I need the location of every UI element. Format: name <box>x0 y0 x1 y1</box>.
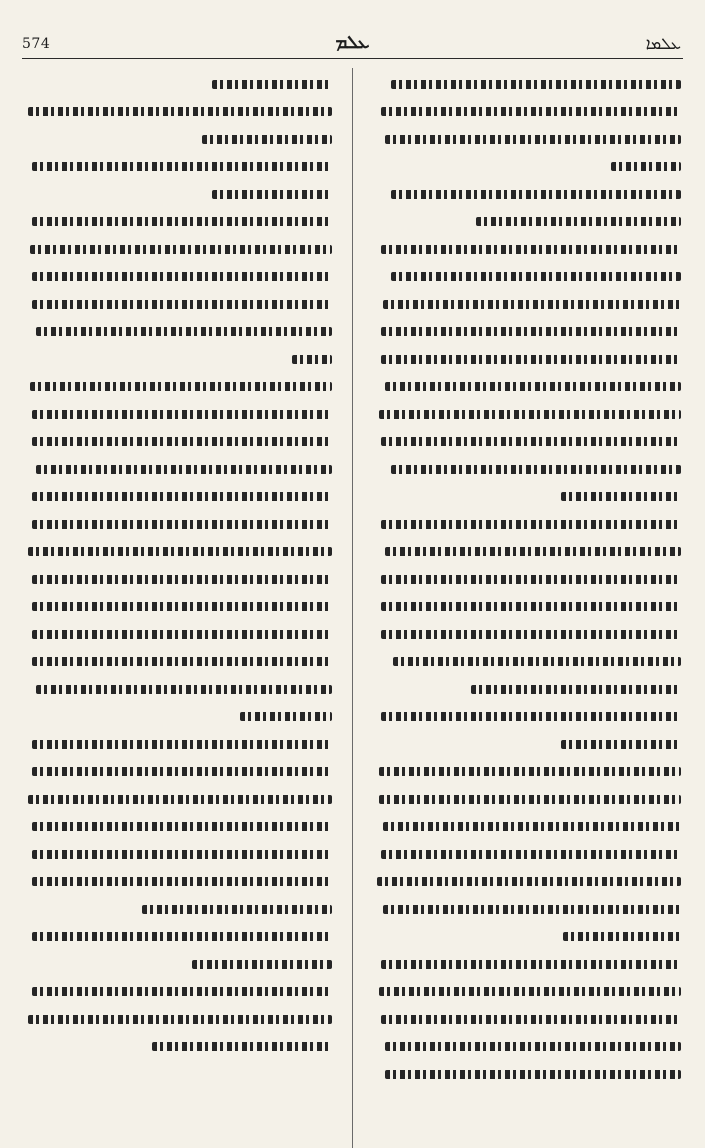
script-glyphs <box>563 932 681 941</box>
text-line <box>22 318 332 346</box>
script-glyphs <box>385 382 681 391</box>
text-line <box>22 538 332 566</box>
script-glyphs <box>381 602 681 611</box>
script-glyphs <box>381 850 681 859</box>
text-line <box>22 758 332 786</box>
text-line <box>22 455 332 483</box>
script-glyphs <box>32 877 332 886</box>
header-rule <box>22 58 683 59</box>
script-glyphs <box>32 300 332 309</box>
text-line <box>371 978 681 1006</box>
script-glyphs <box>142 905 332 914</box>
section-head: ܥܠܡܐ <box>645 34 681 53</box>
script-glyphs <box>212 190 332 199</box>
text-line <box>371 373 681 401</box>
text-line <box>371 565 681 593</box>
text-line <box>371 1005 681 1033</box>
script-glyphs <box>383 822 681 831</box>
text-line <box>22 345 332 373</box>
script-glyphs <box>385 547 681 556</box>
text-line <box>371 840 681 868</box>
script-glyphs <box>391 272 681 281</box>
script-glyphs <box>32 217 332 226</box>
script-glyphs <box>28 547 332 556</box>
text-line <box>371 290 681 318</box>
text-line <box>22 675 332 703</box>
script-glyphs <box>36 327 332 336</box>
script-glyphs <box>32 932 332 941</box>
text-line <box>371 1033 681 1061</box>
script-glyphs <box>377 877 681 886</box>
script-glyphs <box>152 1042 332 1051</box>
script-glyphs <box>383 905 681 914</box>
text-line <box>22 373 332 401</box>
script-glyphs <box>381 355 681 364</box>
script-glyphs <box>32 520 332 529</box>
text-line <box>371 730 681 758</box>
text-line <box>371 895 681 923</box>
script-glyphs <box>381 960 681 969</box>
text-line <box>22 98 332 126</box>
text-line <box>371 428 681 456</box>
text-line <box>22 235 332 263</box>
text-line <box>371 153 681 181</box>
text-line <box>371 318 681 346</box>
text-line <box>371 345 681 373</box>
script-glyphs <box>292 355 332 364</box>
script-glyphs <box>28 107 332 116</box>
script-glyphs <box>476 217 681 226</box>
text-line <box>22 125 332 153</box>
text-line <box>22 208 332 236</box>
script-glyphs <box>32 162 332 171</box>
text-line <box>22 785 332 813</box>
text-line <box>22 868 332 896</box>
text-line <box>371 950 681 978</box>
text-line <box>371 510 681 538</box>
text-line <box>371 758 681 786</box>
text-line <box>371 263 681 291</box>
script-glyphs <box>28 795 332 804</box>
script-glyphs <box>32 987 332 996</box>
text-line <box>22 290 332 318</box>
script-glyphs <box>471 685 681 694</box>
script-glyphs <box>381 327 681 336</box>
script-glyphs <box>30 382 332 391</box>
script-glyphs <box>561 492 681 501</box>
script-glyphs <box>28 1015 332 1024</box>
text-line <box>22 620 332 648</box>
page-number: 574 <box>22 36 51 52</box>
script-glyphs <box>32 740 332 749</box>
script-glyphs <box>32 657 332 666</box>
text-line <box>371 648 681 676</box>
script-glyphs <box>32 575 332 584</box>
script-glyphs <box>391 80 681 89</box>
script-glyphs <box>192 960 332 969</box>
text-line <box>22 510 332 538</box>
script-glyphs <box>32 602 332 611</box>
text-line <box>22 70 332 98</box>
text-line <box>371 208 681 236</box>
text-line <box>371 125 681 153</box>
script-glyphs <box>393 657 681 666</box>
script-glyphs <box>385 135 681 144</box>
column-divider <box>352 68 353 1148</box>
script-glyphs <box>381 437 681 446</box>
script-glyphs <box>385 1070 681 1079</box>
script-glyphs <box>30 245 332 254</box>
text-line <box>371 675 681 703</box>
script-glyphs <box>212 80 332 89</box>
running-head: ܥܠܡ <box>335 32 370 53</box>
text-line <box>371 703 681 731</box>
script-glyphs <box>32 410 332 419</box>
script-glyphs <box>36 465 332 474</box>
text-line <box>371 98 681 126</box>
script-glyphs <box>32 850 332 859</box>
text-line <box>22 263 332 291</box>
script-glyphs <box>561 740 681 749</box>
text-line <box>22 978 332 1006</box>
script-glyphs <box>381 1015 681 1024</box>
script-glyphs <box>202 135 332 144</box>
text-line <box>371 923 681 951</box>
text-line <box>22 428 332 456</box>
text-line <box>22 840 332 868</box>
script-glyphs <box>391 190 681 199</box>
text-line <box>371 868 681 896</box>
script-glyphs <box>32 767 332 776</box>
text-line <box>22 648 332 676</box>
text-line <box>22 400 332 428</box>
script-glyphs <box>240 712 332 721</box>
script-glyphs <box>32 630 332 639</box>
text-line <box>22 593 332 621</box>
script-glyphs <box>32 437 332 446</box>
text-line <box>371 620 681 648</box>
script-glyphs <box>381 630 681 639</box>
text-line <box>22 483 332 511</box>
script-glyphs <box>381 520 681 529</box>
script-glyphs <box>32 492 332 501</box>
text-line <box>22 703 332 731</box>
text-line <box>371 400 681 428</box>
text-line <box>22 180 332 208</box>
script-glyphs <box>379 795 681 804</box>
text-line <box>22 813 332 841</box>
text-line <box>22 895 332 923</box>
script-glyphs <box>36 685 332 694</box>
text-line <box>22 1005 332 1033</box>
script-glyphs <box>379 767 681 776</box>
text-line <box>22 730 332 758</box>
text-line <box>371 70 681 98</box>
text-line <box>22 950 332 978</box>
right-text-column <box>371 70 681 1088</box>
script-glyphs <box>381 712 681 721</box>
text-line <box>371 813 681 841</box>
text-line <box>22 565 332 593</box>
script-glyphs <box>381 245 681 254</box>
left-text-column <box>22 70 332 1060</box>
script-glyphs <box>32 822 332 831</box>
script-glyphs <box>32 272 332 281</box>
script-glyphs <box>379 987 681 996</box>
script-glyphs <box>383 300 681 309</box>
text-line <box>371 538 681 566</box>
text-line <box>371 235 681 263</box>
text-line <box>371 483 681 511</box>
text-line <box>371 1060 681 1088</box>
text-line <box>22 1033 332 1061</box>
text-line <box>371 455 681 483</box>
script-glyphs <box>379 410 681 419</box>
script-glyphs <box>381 107 681 116</box>
script-glyphs <box>611 162 681 171</box>
script-glyphs <box>391 465 681 474</box>
script-glyphs <box>385 1042 681 1051</box>
text-line <box>371 180 681 208</box>
text-line <box>22 153 332 181</box>
script-glyphs <box>381 575 681 584</box>
text-line <box>371 593 681 621</box>
text-line <box>22 923 332 951</box>
text-line <box>371 785 681 813</box>
